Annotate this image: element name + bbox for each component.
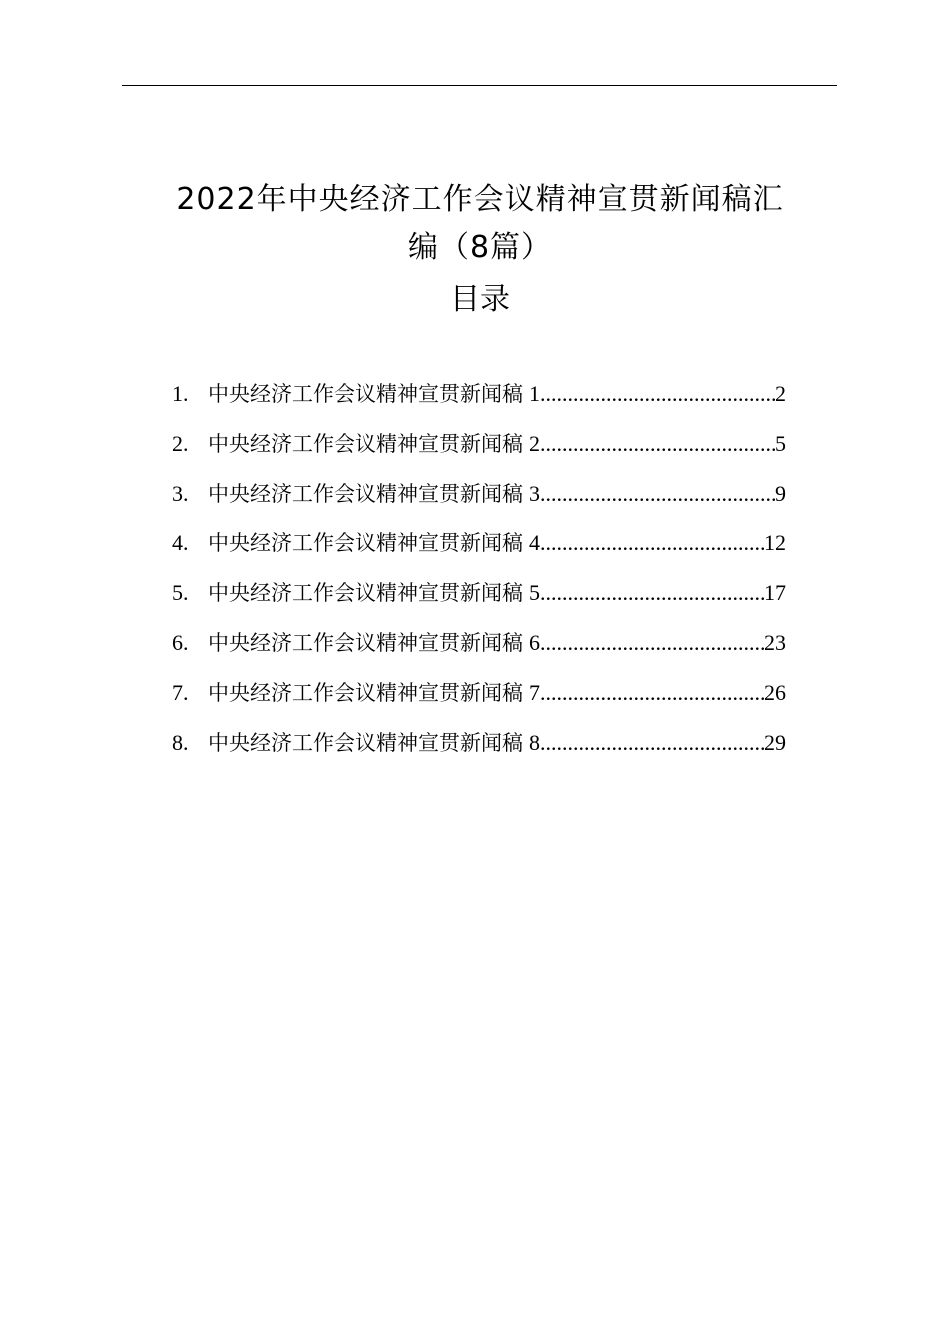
toc-item-2[interactable] bbox=[172, 428, 786, 478]
toc-item-1[interactable] bbox=[172, 378, 786, 428]
toc-item-title-number: 7 bbox=[529, 679, 540, 705]
toc-item-6[interactable] bbox=[172, 627, 786, 677]
document-title bbox=[100, 176, 860, 272]
toc-dot-leader bbox=[540, 680, 764, 706]
toc-item-title-number: 6 bbox=[529, 629, 540, 655]
toc-item-page: 26 bbox=[764, 679, 786, 705]
toc-dot-leader bbox=[540, 580, 764, 606]
toc-item-page: 17 bbox=[764, 580, 786, 606]
title-line-2: 编（8篇） bbox=[407, 230, 553, 265]
toc-item-title: 中央经济工作会议精神宣贯新闻稿 bbox=[208, 431, 523, 456]
toc-item-4[interactable] bbox=[172, 527, 786, 577]
toc-dot-leader bbox=[540, 630, 764, 656]
toc-item-title: 中央经济工作会议精神宣贯新闻稿 bbox=[208, 680, 523, 705]
toc-item-page: 29 bbox=[764, 729, 786, 755]
toc-item-number: 7. bbox=[172, 679, 189, 705]
toc-item-number: 2. bbox=[172, 430, 189, 456]
toc-item-number: 4. bbox=[172, 530, 189, 556]
toc-item-title: 中央经济工作会议精神宣贯新闻稿 bbox=[208, 730, 523, 755]
toc-item-title: 中央经济工作会议精神宣贯新闻稿 bbox=[208, 630, 523, 655]
toc-item-title: 中央经济工作会议精神宣贯新闻稿 bbox=[208, 531, 523, 556]
toc-dot-leader bbox=[540, 481, 775, 507]
toc-item-3[interactable] bbox=[172, 478, 786, 528]
toc-item-title: 中央经济工作会议精神宣贯新闻稿 bbox=[208, 581, 523, 606]
toc-item-page: 9 bbox=[775, 480, 786, 506]
toc-dot-leader bbox=[540, 730, 764, 756]
toc-item-7[interactable] bbox=[172, 677, 786, 727]
toc-item-page: 5 bbox=[775, 430, 786, 456]
toc-item-page: 2 bbox=[775, 381, 786, 406]
toc-dot-leader bbox=[540, 431, 775, 457]
toc-item-5[interactable] bbox=[172, 577, 786, 627]
toc-item-title-number: 1 bbox=[529, 381, 540, 406]
toc-item-number: 6. bbox=[172, 629, 189, 655]
toc-item-page: 23 bbox=[764, 629, 786, 655]
toc-item-number: 1. bbox=[172, 381, 189, 406]
toc-item-title: 中央经济工作会议精神宣贯新闻稿 bbox=[208, 382, 523, 406]
toc-dot-leader bbox=[540, 381, 775, 407]
toc-heading: 目录 bbox=[450, 282, 510, 317]
toc-item-number: 8. bbox=[172, 729, 189, 755]
toc-dot-leader bbox=[540, 530, 764, 556]
toc-item-title-number: 3 bbox=[529, 480, 540, 506]
toc-item-page: 12 bbox=[764, 530, 786, 556]
title-line-1: 2022年中央经济工作会议精神宣贯新闻稿汇 bbox=[176, 182, 784, 217]
toc-item-8[interactable] bbox=[172, 727, 786, 777]
toc-item-number: 3. bbox=[172, 480, 189, 506]
toc-item-title-number: 2 bbox=[529, 430, 540, 456]
toc-item-title-number: 4 bbox=[529, 530, 540, 556]
header-rule bbox=[122, 85, 837, 86]
table-of-contents bbox=[172, 378, 786, 776]
toc-item-title: 中央经济工作会议精神宣贯新闻稿 bbox=[208, 481, 523, 506]
toc-item-title-number: 5 bbox=[529, 580, 540, 606]
toc-item-number: 5. bbox=[172, 580, 189, 606]
toc-item-title-number: 8 bbox=[529, 729, 540, 755]
